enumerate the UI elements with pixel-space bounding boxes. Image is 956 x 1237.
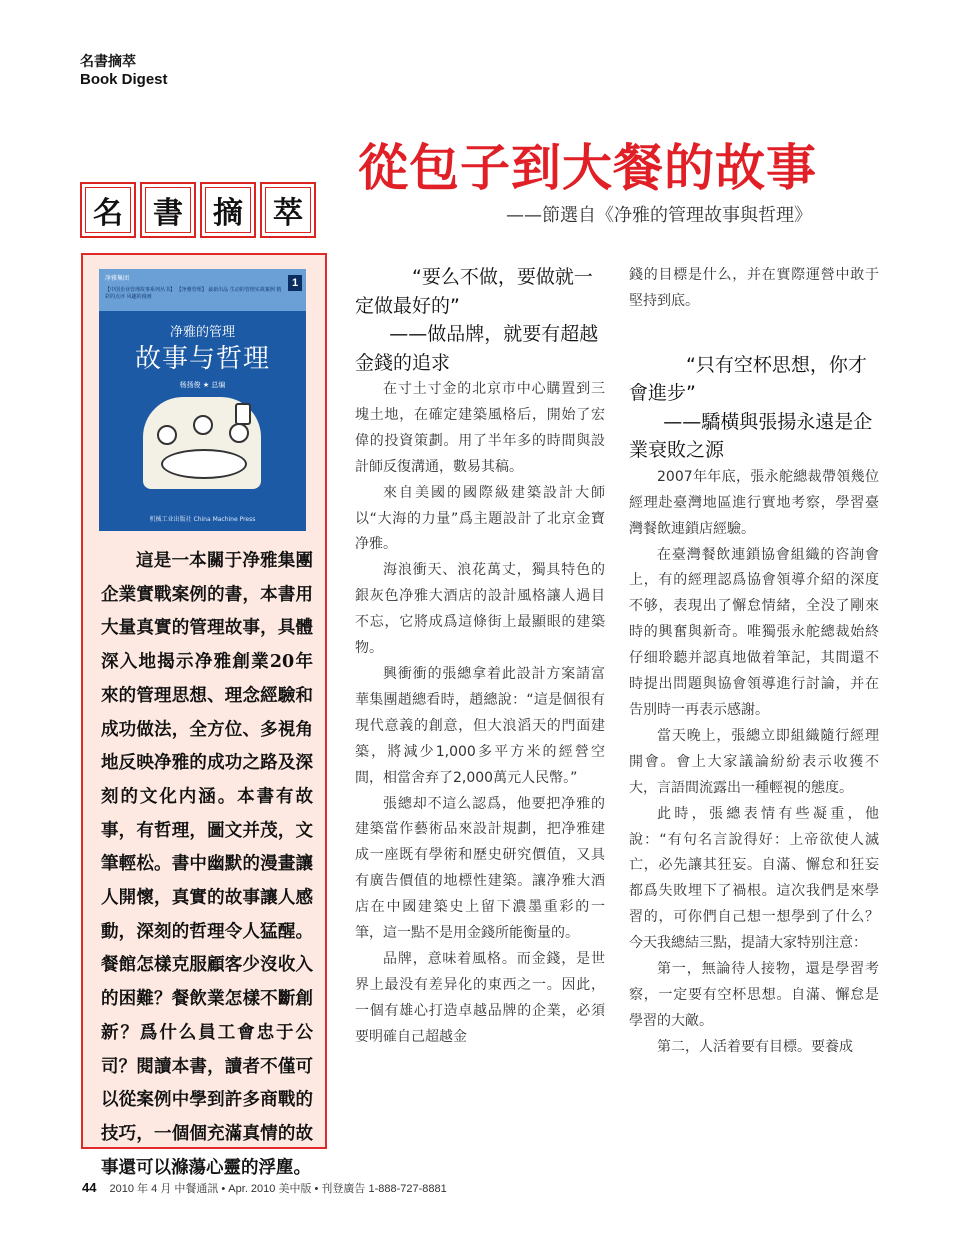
cover-editor: 杨扬俊 ★ 总编 [179, 381, 226, 389]
cover-publisher: 净雅集团 [105, 275, 130, 282]
paragraph: 張總却不這么認爲，他要把净雅的建築當作藝術品來設計規劃，把净雅建成一座既有學術和歷史研究價值，又具有廣告價值的地標性建築。讓净雅大酒店在中國建築史上留下濃墨重彩的一筆，這一點不是用金錢所能衡量的。 [355, 795, 605, 942]
section-stamp [80, 182, 320, 238]
section-gap [629, 315, 879, 351]
cover-series-text: 【中国企业管理故事系列丛书】 【净雅管理】 最新出品 生动的管理实战案例 精彩的点评 风趣的漫画 [105, 287, 282, 300]
section-heading-quote: “只有空杯思想，你才會進步” [629, 353, 867, 405]
cartoon-table [161, 449, 247, 479]
cartoon-figure [235, 403, 251, 425]
paragraph: 第二，人活着要有目標。要養成 [657, 1038, 853, 1055]
stamp-char-1: 名 [80, 182, 136, 238]
paragraph: 第一，無論待人接物，還是學習考察，一定要有空杯思想。自滿、懈怠是學習的大敵。 [629, 961, 879, 1029]
paragraph: 此時，張總表情有些凝重，他說：“有句名言說得好：上帝欲使人滅亡，必先讓其狂妄。自滿、懈怠和狂妄都爲失敗埋下了禍根。這次我們是來學習的，可你們自己想一想學到了什么？今天我總結三點，提請大家特别注意： [629, 805, 879, 952]
paragraph: 在臺灣餐飲連鎖協會組織的咨詢會上，有的經理認爲協會領導介紹的深度不够，表現出了懈怠情緒，全没了剛來時的興奮與新奇。唯獨張永舵總裁始終仔细聆聽并認真地做着筆記，其間還不時提出問題與協會領導進行討論，并在告別時一再表示感謝。 [629, 546, 879, 718]
article-column-right [629, 263, 879, 1061]
cartoon-figure [229, 423, 249, 443]
cover-title-line1: 净雅的管理 [169, 325, 235, 340]
cartoon-figure [157, 425, 177, 445]
paragraph: 在寸土寸金的北京市中心購置到三塊土地，在確定建築風格后，開始了宏偉的投資策劃。用了半年多的時間與設計師反復溝通，數易其稿。 [355, 381, 605, 475]
footer-text: 2010 年 4 月 中餐通訊 • Apr. 2010 美中版 • 刊登廣告 1-888-727-8881 [109, 1183, 447, 1195]
stamp-char-2: 書 [140, 182, 196, 238]
article-subtitle: ——節選自《净雅的管理故事與哲理》 [506, 205, 812, 226]
paragraph: 品牌，意味着風格。而金錢，是世界上最没有差异化的東西之一。因此，一個有雄心打造卓越品牌的企業，必須要明確自己超越金 [355, 950, 605, 1045]
section-heading-quote: “要么不做，要做就一定做最好的” [355, 266, 593, 317]
cover-press-name: 机械工业出版社 China Machine Press [149, 516, 256, 523]
section-label-en: Book Digest [80, 71, 168, 88]
article-title: 從包子到大餐的故事 [358, 139, 817, 197]
cover-cartoon-illustration [143, 397, 261, 489]
section-heading-subtitle: ——做品牌，就要有超越金錢的追求 [355, 323, 599, 374]
page-number: 44 [82, 1180, 97, 1195]
cartoon-figure [193, 415, 213, 435]
paragraph: 海浪衝天、浪花萬丈，獨具特色的銀灰色净雅大酒店的設計風格讓人過目不忘，它將成爲這條街上最顯眼的建築物。 [355, 562, 605, 657]
section-label-cn: 名書摘萃 [80, 54, 136, 70]
paragraph-continued: 錢的目標是什么，并在實際運營中敢于堅持到底。 [629, 267, 879, 309]
section-heading-subtitle: ——驕橫與張揚永遠是企業衰敗之源 [629, 410, 873, 462]
paragraph: 興衝衝的張總拿着此設計方案請富華集團趙總看時，趙總說：“這是個很有現代意義的創意，但大浪滔天的門面建築，將減少1,000多平方米的經營空間，相當舍弃了2,000萬元人民幣。” [355, 665, 605, 786]
stamp-char-3: 摘 [200, 182, 256, 238]
page-footer [82, 1180, 447, 1196]
book-intro-text: 這是一本關于净雅集團企業實戰案例的書，本書用大量真實的管理故事，具體深入地揭示净雅創業20年來的管理思想、理念經驗和成功做法，全方位、多視角地反映净雅的成功之路及深刻的文化内涵。本書有故事，有哲理，圖文并茂，文筆輕松。書中幽默的漫畫讓人開懷，真實的故事讓人感動，深刻的哲理令人猛醒。餐館怎樣克服顧客少沒收入的困難？餐飲業怎樣不斷創新？爲什么員工會忠于公司？閱讀本書，讀者不僅可以從案例中學到許多商戰的技巧，一個個充滿真情的故事還可以滌蕩心靈的浮塵。 [101, 551, 313, 1178]
stamp-char-4: 萃 [260, 182, 316, 238]
book-cover-image [99, 269, 306, 531]
cover-title-line2: 故事与哲理 [134, 344, 270, 374]
paragraph: 來自美國的國際級建築設計大師以“大海的力量”爲主題設計了北京金寶净雅。 [355, 484, 605, 553]
article-column-middle [355, 263, 605, 1051]
paragraph: 當天晚上，張總立即組織隨行經理開會。會上大家議論紛紛表示收獲不大，言語間流露出一種輕視的態度。 [629, 727, 879, 796]
cover-logo-icon: 1 [288, 275, 302, 291]
paragraph: 2007年年底，張永舵總裁帶領幾位經理赴臺灣地區進行實地考察，學習臺灣餐飲連鎖店經驗。 [629, 468, 879, 537]
book-sidebar [81, 253, 327, 1178]
